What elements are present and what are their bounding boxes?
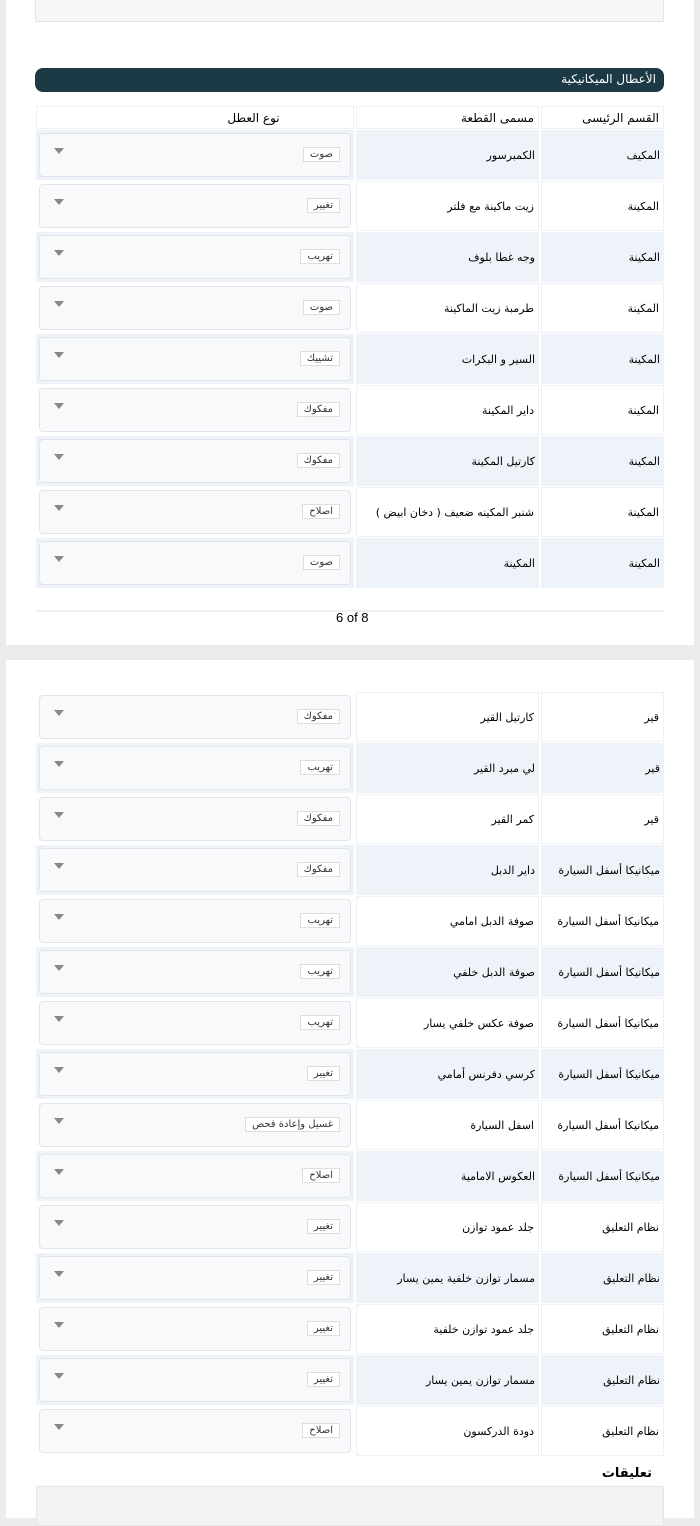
report-page-6 xyxy=(6,0,694,645)
fault-type-cell xyxy=(36,232,354,282)
table-row xyxy=(36,1151,664,1202)
selected-fault-type: اصلاح xyxy=(302,1423,340,1438)
fault-type-select[interactable] xyxy=(39,1409,351,1453)
fault-type-cell xyxy=(36,794,354,844)
table-row xyxy=(36,998,664,1049)
main-section-cell: نظام التعليق xyxy=(541,1406,664,1456)
mechanical-faults-table xyxy=(36,106,664,589)
fault-type-select[interactable] xyxy=(39,797,351,841)
chevron-down-icon xyxy=(54,505,64,511)
fault-type-select[interactable] xyxy=(39,184,351,228)
fault-type-select[interactable] xyxy=(39,746,351,790)
fault-type-cell xyxy=(36,334,354,384)
fault-type-cell xyxy=(36,130,354,180)
pagination: 6 of 8 xyxy=(336,610,369,625)
part-name-cell: كارتيل المكينة xyxy=(356,436,539,486)
fault-type-cell xyxy=(36,487,354,537)
selected-fault-type: تهريب xyxy=(300,913,340,928)
fault-type-cell xyxy=(36,1253,354,1303)
col-fault-type: نوع العطل xyxy=(36,106,354,129)
part-name-cell: شنبر المكينه ضعيف ( دخان ابيض ) xyxy=(356,487,539,537)
fault-type-select[interactable] xyxy=(39,490,351,534)
chevron-down-icon xyxy=(54,1322,64,1328)
chevron-down-icon xyxy=(54,1118,64,1124)
fault-type-select[interactable] xyxy=(39,950,351,994)
part-name-cell: مسمار توازن يمين يسار xyxy=(356,1355,539,1405)
selected-fault-type: تغيير xyxy=(307,1372,340,1387)
part-name-cell: زيت ماكينة مع فلتر xyxy=(356,181,539,231)
selected-fault-type: اصلاح xyxy=(302,1168,340,1183)
part-name-cell: صوفة الدبل خلفي xyxy=(356,947,539,997)
report-page-7 xyxy=(6,660,694,1518)
table-header xyxy=(36,106,664,130)
main-section-cell: المكينة xyxy=(541,283,664,333)
chevron-down-icon xyxy=(54,301,64,307)
fault-type-cell xyxy=(36,1049,354,1099)
col-part-name: مسمى القطعة xyxy=(356,106,539,129)
chevron-down-icon xyxy=(54,352,64,358)
fault-type-select[interactable] xyxy=(39,439,351,483)
main-section-cell: ميكانيكا أسفل السيارة xyxy=(541,1100,664,1150)
chevron-down-icon xyxy=(54,1424,64,1430)
fault-type-cell xyxy=(36,1202,354,1252)
table-row xyxy=(36,1355,664,1406)
comments-label: تعليقات xyxy=(601,1466,652,1481)
fault-type-select[interactable] xyxy=(39,286,351,330)
selected-fault-type: اصلاح xyxy=(302,504,340,519)
fault-type-cell xyxy=(36,947,354,997)
fault-type-cell xyxy=(36,1304,354,1354)
fault-type-select[interactable] xyxy=(39,1256,351,1300)
chevron-down-icon xyxy=(54,556,64,562)
fault-type-cell xyxy=(36,743,354,793)
fault-type-cell xyxy=(36,1100,354,1150)
fault-type-select[interactable] xyxy=(39,1001,351,1045)
selected-fault-type: صوت xyxy=(303,300,340,315)
part-name-cell: جلد عمود توازن خلفية xyxy=(356,1304,539,1354)
comments-textarea[interactable] xyxy=(36,1486,664,1526)
main-section-cell: ميكانيكا أسفل السيارة xyxy=(541,845,664,895)
main-section-cell: المكينة xyxy=(541,334,664,384)
main-section-cell: قير xyxy=(541,743,664,793)
main-section-cell: ميكانيكا أسفل السيارة xyxy=(541,998,664,1048)
selected-fault-type: تهريب xyxy=(300,964,340,979)
part-name-cell: كمر القير xyxy=(356,794,539,844)
main-section-cell: المكينة xyxy=(541,385,664,435)
fault-type-cell xyxy=(36,896,354,946)
table-row xyxy=(36,181,664,232)
selected-fault-type: تغيير xyxy=(307,1219,340,1234)
selected-fault-type: تهريب xyxy=(300,760,340,775)
chevron-down-icon xyxy=(54,1373,64,1379)
table-row xyxy=(36,1304,664,1355)
table-row xyxy=(36,283,664,334)
part-name-cell: صوفة عكس خلفي يسار xyxy=(356,998,539,1048)
main-section-cell: ميكانيكا أسفل السيارة xyxy=(541,1151,664,1201)
selected-fault-type: تغيير xyxy=(307,198,340,213)
fault-type-select[interactable] xyxy=(39,1307,351,1351)
fault-type-select[interactable] xyxy=(39,337,351,381)
main-section-cell: المكيف xyxy=(541,130,664,180)
table-row xyxy=(36,692,664,743)
selected-fault-type: تغيير xyxy=(307,1321,340,1336)
chevron-down-icon xyxy=(54,710,64,716)
main-section-cell: نظام التعليق xyxy=(541,1355,664,1405)
chevron-down-icon xyxy=(54,812,64,818)
fault-type-cell xyxy=(36,538,354,588)
main-section-cell: نظام التعليق xyxy=(541,1304,664,1354)
fault-type-cell xyxy=(36,436,354,486)
table-row xyxy=(36,436,664,487)
chevron-down-icon xyxy=(54,965,64,971)
part-name-cell: لي مبرد القير xyxy=(356,743,539,793)
fault-type-cell xyxy=(36,181,354,231)
selected-fault-type: صوت xyxy=(303,147,340,162)
fault-type-select[interactable] xyxy=(39,541,351,585)
chevron-down-icon xyxy=(54,1169,64,1175)
chevron-down-icon xyxy=(54,199,64,205)
previous-section-box xyxy=(35,0,664,22)
part-name-cell: مسمار توازن خلفية يمين يسار xyxy=(356,1253,539,1303)
main-section-cell: ميكانيكا أسفل السيارة xyxy=(541,896,664,946)
part-name-cell: داير الدبل xyxy=(356,845,539,895)
selected-fault-type: تغيير xyxy=(307,1270,340,1285)
table-row xyxy=(36,232,664,283)
fault-type-cell xyxy=(36,1406,354,1456)
table-row xyxy=(36,947,664,998)
fault-type-cell xyxy=(36,845,354,895)
main-section-cell: المكينة xyxy=(541,232,664,282)
part-name-cell: جلد عمود توازن xyxy=(356,1202,539,1252)
chevron-down-icon xyxy=(54,1067,64,1073)
part-name-cell: العكوس الامامية xyxy=(356,1151,539,1201)
selected-fault-type: مفكوك xyxy=(297,811,340,826)
main-section-cell: المكينة xyxy=(541,487,664,537)
chevron-down-icon xyxy=(54,148,64,154)
mechanical-faults-table-continued xyxy=(36,692,664,1457)
table-row xyxy=(36,538,664,589)
part-name-cell: المكينة xyxy=(356,538,539,588)
selected-fault-type: مفكوك xyxy=(297,862,340,877)
fault-type-select[interactable] xyxy=(39,388,351,432)
fault-type-cell xyxy=(36,1355,354,1405)
table-row xyxy=(36,487,664,538)
main-section-cell: المكينة xyxy=(541,436,664,486)
fault-type-select[interactable] xyxy=(39,1205,351,1249)
selected-fault-type: تهريب xyxy=(300,249,340,264)
selected-fault-type: مفكوك xyxy=(297,453,340,468)
chevron-down-icon xyxy=(54,1016,64,1022)
table-row xyxy=(36,334,664,385)
table-row xyxy=(36,130,664,181)
main-section-cell: المكينة xyxy=(541,538,664,588)
chevron-down-icon xyxy=(54,863,64,869)
chevron-down-icon xyxy=(54,761,64,767)
part-name-cell: وجه غطا بلوف xyxy=(356,232,539,282)
col-main-section: القسم الرئيسى xyxy=(541,106,664,129)
selected-fault-type: تغيير xyxy=(307,1066,340,1081)
selected-fault-type: تشييك xyxy=(300,351,340,366)
fault-type-select[interactable] xyxy=(39,695,351,739)
part-name-cell: الكمبرسور xyxy=(356,130,539,180)
part-name-cell: دودة الدركسون xyxy=(356,1406,539,1456)
part-name-cell: السير و البكرات xyxy=(356,334,539,384)
selected-fault-type: تهريب xyxy=(300,1015,340,1030)
chevron-down-icon xyxy=(54,914,64,920)
fault-type-cell xyxy=(36,1151,354,1201)
part-name-cell: طرمبة زيت الماكينة xyxy=(356,283,539,333)
fault-type-select[interactable] xyxy=(39,235,351,279)
chevron-down-icon xyxy=(54,403,64,409)
table-row xyxy=(36,1202,664,1253)
table-row xyxy=(36,896,664,947)
fault-type-select[interactable] xyxy=(39,1052,351,1096)
table-row xyxy=(36,1100,664,1151)
fault-type-cell xyxy=(36,692,354,742)
table-row xyxy=(36,1406,664,1457)
selected-fault-type: مفكوك xyxy=(297,709,340,724)
fault-type-select[interactable] xyxy=(39,899,351,943)
fault-type-select[interactable] xyxy=(39,848,351,892)
main-section-cell: نظام التعليق xyxy=(541,1202,664,1252)
part-name-cell: اسفل السيارة xyxy=(356,1100,539,1150)
table-row xyxy=(36,794,664,845)
part-name-cell: صوفة الدبل امامي xyxy=(356,896,539,946)
fault-type-cell xyxy=(36,385,354,435)
fault-type-cell xyxy=(36,998,354,1048)
main-section-cell: قير xyxy=(541,692,664,742)
chevron-down-icon xyxy=(54,1220,64,1226)
chevron-down-icon xyxy=(54,1271,64,1277)
fault-type-select[interactable] xyxy=(39,1103,351,1147)
part-name-cell: كارتيل القير xyxy=(356,692,539,742)
selected-fault-type: مفكوك xyxy=(297,402,340,417)
table-row xyxy=(36,743,664,794)
section-title: الأعطال الميكانيكية xyxy=(35,68,664,92)
chevron-down-icon xyxy=(54,250,64,256)
fault-type-cell xyxy=(36,283,354,333)
main-section-cell: ميكانيكا أسفل السيارة xyxy=(541,1049,664,1099)
part-name-cell: داير المكينة xyxy=(356,385,539,435)
main-section-cell: قير xyxy=(541,794,664,844)
chevron-down-icon xyxy=(54,454,64,460)
table-row xyxy=(36,845,664,896)
fault-type-select[interactable] xyxy=(39,1358,351,1402)
main-section-cell: المكينة xyxy=(541,181,664,231)
selected-fault-type: صوت xyxy=(303,555,340,570)
fault-type-select[interactable] xyxy=(39,133,351,177)
table-row xyxy=(36,1049,664,1100)
table-row xyxy=(36,1253,664,1304)
table-row xyxy=(36,385,664,436)
selected-fault-type: غسيل وإعادة فحص xyxy=(245,1117,340,1132)
fault-type-select[interactable] xyxy=(39,1154,351,1198)
main-section-cell: نظام التعليق xyxy=(541,1253,664,1303)
main-section-cell: ميكانيكا أسفل السيارة xyxy=(541,947,664,997)
part-name-cell: كرسي دفرنس أمامي xyxy=(356,1049,539,1099)
